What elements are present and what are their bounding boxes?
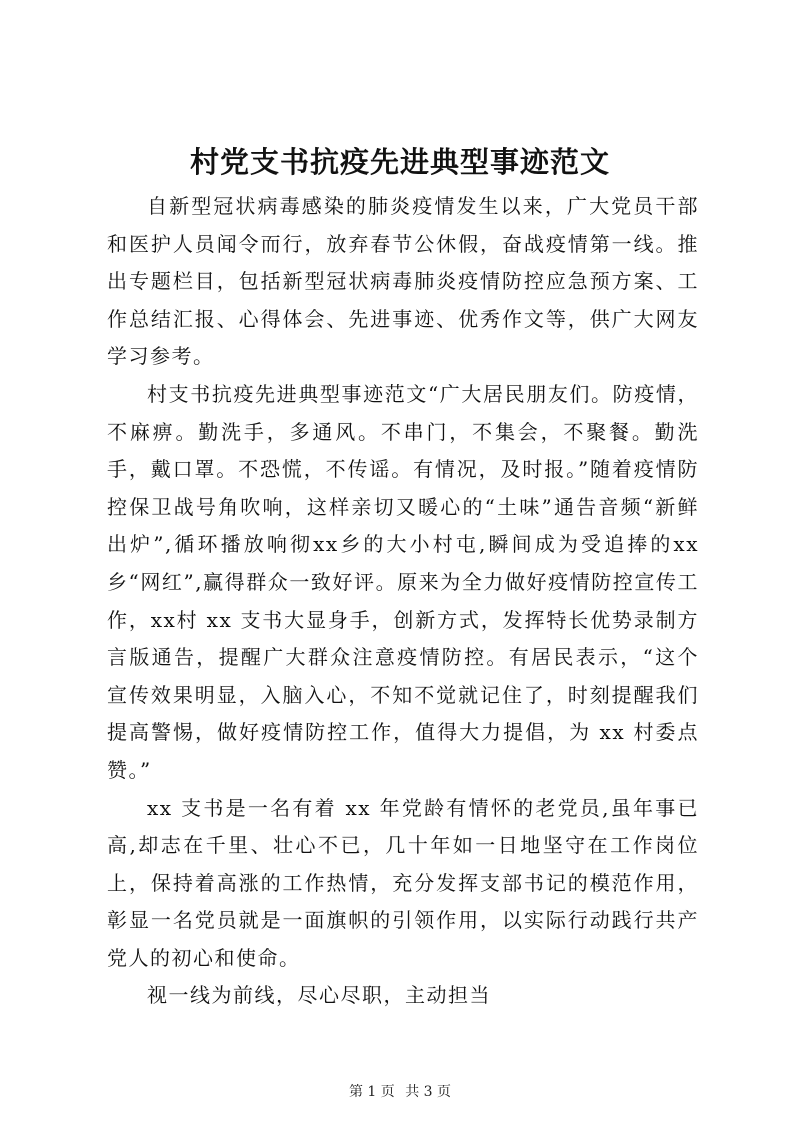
paragraph-intro: 自新型冠状病毒感染的肺炎疫情发生以来，广大党员干部和医护人员闻令而行，放弃春节公休假，奋战疫情第一线。推出专题栏目，包括新型冠状病毒肺炎疫情防控应急预方案、工作总结汇报、心得体会、先进事迹、优秀作文等，供广大网友学习参考。 [107, 194, 699, 369]
page-number: 第 1 页 [348, 1084, 395, 1100]
paragraph-section-heading: 视一线为前线，尽心尽职，主动担当 [147, 983, 491, 1008]
page-footer [0, 1082, 800, 1102]
paragraph-party-member: xx 支书是一名有着 xx 年党龄有情怀的老党员,虽年事已高,却志在千里、壮心不已，几十年如一日地坚守在工作岗位上，保持着高涨的工作热情，充分发挥支部书记的模范作用，彰显一名党员就是一面旗帜的引领作用，以实际行动践行共产党人的初心和使命。 [107, 795, 699, 970]
document-title: 村党支书抗疫先进典型事迹范文 [189, 145, 610, 179]
document-body [107, 188, 699, 1015]
page-total: 共 3 页 [405, 1084, 452, 1100]
paragraph-broadcast: 村支书抗疫先进典型事迹范文“广大居民朋友们。防疫情，不麻痹。勤洗手，多通风。不串门，不集会，不聚餐。勤洗手，戴口罩。不恐慌，不传谣。有情况，及时报。”随着疫情防控保卫战号角吹响，这样亲切又暖心的“土味”通告音频“新鲜出炉”,循环播放响彻xx乡的大小村屯,瞬间成为受追捧的xx乡“网红”,赢得群众一致好评。原来为全力做好疫情防控宣传工作，xx村 xx 支书大显身手，创新方式，发挥特长优势录制方言版通告，提醒广大群众注意疫情防控。有居民表示，“这个宣传效果明显，入脑入心，不知不觉就记住了，时刻提醒我们提高警惕，做好疫情防控工作，值得大力提倡，为 xx 村委点赞。” [107, 381, 699, 782]
